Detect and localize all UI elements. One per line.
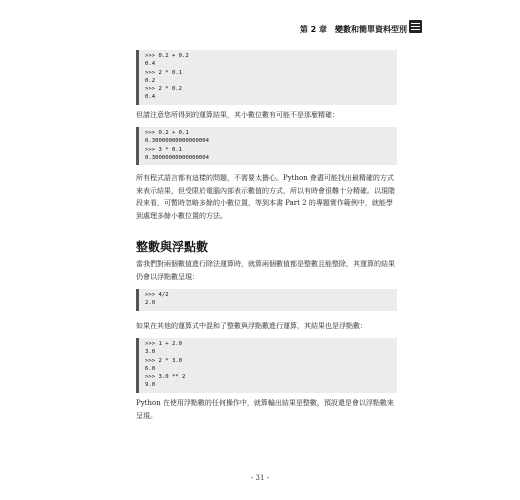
code-block-float-ops (136, 50, 397, 105)
code-line: 0.2 (145, 77, 156, 84)
book-icon (409, 20, 422, 33)
code-line: >>> 1 + 2.0 (145, 341, 183, 347)
code-line: 0.30000000000000004 (145, 138, 209, 145)
code-line: 6.0 (145, 365, 156, 372)
code-line: >>> 0.2 + 0.2 (145, 53, 189, 59)
code-line: 0.30000000000000004 (145, 154, 209, 161)
code-line: 0.4 (145, 61, 156, 68)
chapter-header: 第 2 章 變數和簡單資料型別 (299, 25, 407, 34)
code-line: 3.0 (145, 349, 156, 356)
paragraph-division: 當我們對兩個數值進行除法運算時，就算兩個數值都是整數且能整除，其運算的結果仍會以浮點數呈現： (136, 260, 395, 281)
paragraph-language-issue: 所有程式語言都有這樣的問題，不需要太擔心。Python 會盡可能找出最精確的方式來表示結果，但受限於電腦內部表示數值的方式，所以有時會很難十分精確。以現階段來看，可暫時忽略多餘的小數位置，等到本書 Part 2 的專題實作範例中，就能學到處理多餘小數位置的方法。 (136, 174, 395, 220)
code-line: 9.0 (145, 382, 156, 389)
code-line: >>> 4/2 (145, 292, 169, 298)
page-number: - 31 - (250, 474, 270, 482)
paragraph-mixed-types: 如果在其他的運算式中混和了整數與浮點數進行運算，其結果也是浮點數： (136, 322, 367, 330)
paragraph-precision-note: 但請注意您所得到的運算結果，其小數位數有可能不是那麼精確： (136, 111, 339, 119)
code-line: >>> 0.2 + 0.1 (145, 130, 189, 136)
section-heading: 整數與浮點數 (136, 240, 209, 254)
code-line: >>> 3 * 0.1 (145, 146, 183, 153)
code-block-mixed-ops (136, 338, 397, 393)
code-block-division (136, 289, 397, 311)
code-line: >>> 2 * 0.2 (145, 86, 183, 93)
code-line: 0.4 (145, 94, 156, 101)
code-line: >>> 3.0 ** 2 (145, 374, 186, 381)
paragraph-float-default: Python 在使用浮點數的任何操作中，就算輸出結果是整數，預設還是會以浮點數來呈現。 (136, 399, 394, 420)
code-line: >>> 2 * 3.0 (145, 357, 183, 364)
code-line: 2.0 (145, 300, 156, 307)
code-line: >>> 2 * 0.1 (145, 69, 183, 76)
code-block-precision (136, 127, 397, 165)
